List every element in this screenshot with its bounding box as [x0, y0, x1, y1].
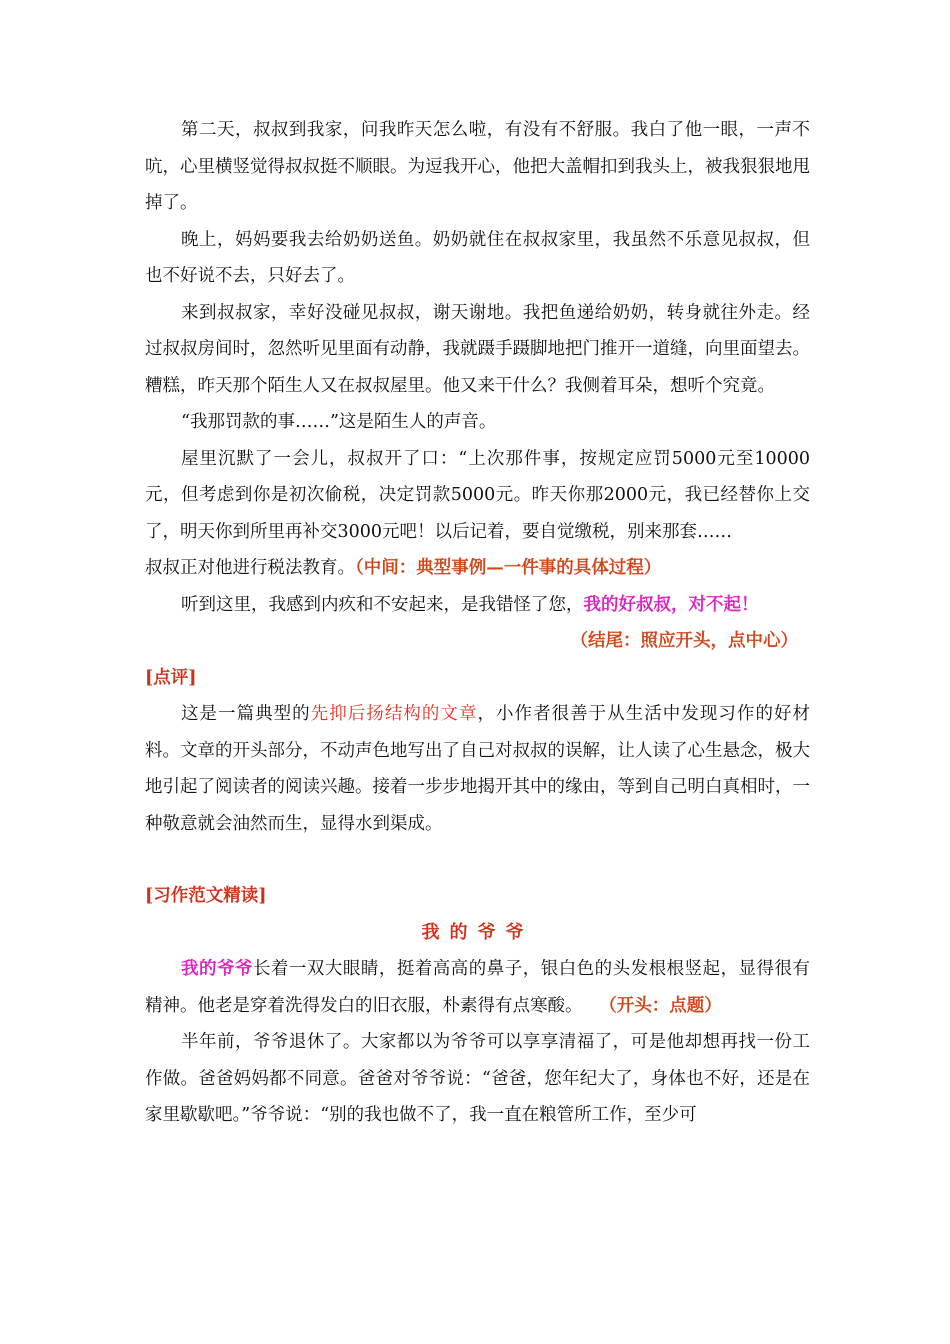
- essay-paragraph-1: [145, 951, 810, 1024]
- comment-paragraph: [145, 696, 810, 842]
- comment-heading: [点评]: [145, 667, 197, 688]
- middle-annotation: （中间：典型事例—一件事的具体过程）: [355, 558, 662, 578]
- story-paragraph-7-text: 听到这里，我感到内疚和不安起来，是我错怪了您，: [181, 594, 584, 615]
- story-paragraph-1: 第二天，叔叔到我家，问我昨天怎么啦，有没有不舒服。我白了他一眼，一声不吭，心里横竖觉得叔叔挺不顺眼。为逗我开心，他把大盖帽扣到我头上，被我狠狠地甩掉了。: [145, 120, 810, 213]
- story-paragraph-5: 屋里沉默了一会儿，叔叔开了口：“上次那件事，按规定应罚5000元至10000元，但考虑到你是初次偷税，决定罚款5000元。昨天你那2000元，我已经替你上交了，明天你到所里再补交3000元吧！以后记着，要自觉缴税，别来那套……: [145, 448, 810, 542]
- story-paragraph-3: 来到叔叔家，幸好没碰见叔叔，谢天谢地。我把鱼递给奶奶，转身就往外走。经过叔叔房间时，忽然听见里面有动静，我就蹑手蹑脚地把门推开一道缝，向里面望去。糟糕，昨天那个陌生人又在叔叔屋里。他又来干什么？我侧着耳朵，想听个究竟。: [145, 302, 810, 396]
- section-gap: [145, 842, 810, 878]
- structure-highlight: 先抑后扬结构的文章: [310, 704, 478, 724]
- story-paragraph-6-text: 叔叔正对他进行税法教育。: [145, 558, 355, 578]
- story-paragraph-7: [145, 587, 810, 624]
- apology-highlight: 我的好叔叔，对不起！: [583, 594, 759, 615]
- ending-annotation: （结尾：照应开头，点中心）: [570, 631, 798, 651]
- story-paragraph-6: [145, 550, 810, 587]
- essay-title-highlight: 我的爷爷: [181, 959, 253, 979]
- document-page: [145, 112, 810, 1134]
- story-paragraph-4: “我那罚款的事……”这是陌生人的声音。: [181, 412, 497, 432]
- essay-title: 我的爷爷: [421, 921, 534, 943]
- comment-post: ，小作者很善于从生活中发现习作的好材料。文章的开头部分，不动声色地写出了自己对叔叔的误解，让人读了心生悬念，极大地引起了阅读者的阅读兴趣。接着一步步地揭开其中的缘由，等到自己明白真相时，一种敬意就会油然而生，显得水到渠成。: [145, 704, 811, 834]
- opening-annotation: （开头：点题）: [599, 995, 722, 1016]
- essay-section-heading: [习作范文精读]: [145, 886, 267, 906]
- comment-pre: 这是一篇典型的: [181, 704, 311, 724]
- essay-paragraph-2: 半年前，爷爷退休了。大家都以为爷爷可以享享清福了，可是他却想再找一份工作做。爸爸妈妈都不同意。爸爸对爷爷说：“爸爸，您年纪大了，身体也不好，还是在家里歇歇吧。”爷爷说：“别的我也做不了，我一直在粮管所工作，至少可: [145, 1032, 810, 1125]
- story-paragraph-2: 晚上，妈妈要我去给奶奶送鱼。奶奶就住在叔叔家里，我虽然不乐意见叔叔，但也不好说不去，只好去了。: [145, 229, 810, 286]
- essay-paragraph-1-text: 长着一双大眼睛，挺着高高的鼻子，银白色的头发根根竖起，显得很有精神。他老是穿着洗得发白的旧衣服，朴素得有点寒酸。: [145, 959, 811, 1016]
